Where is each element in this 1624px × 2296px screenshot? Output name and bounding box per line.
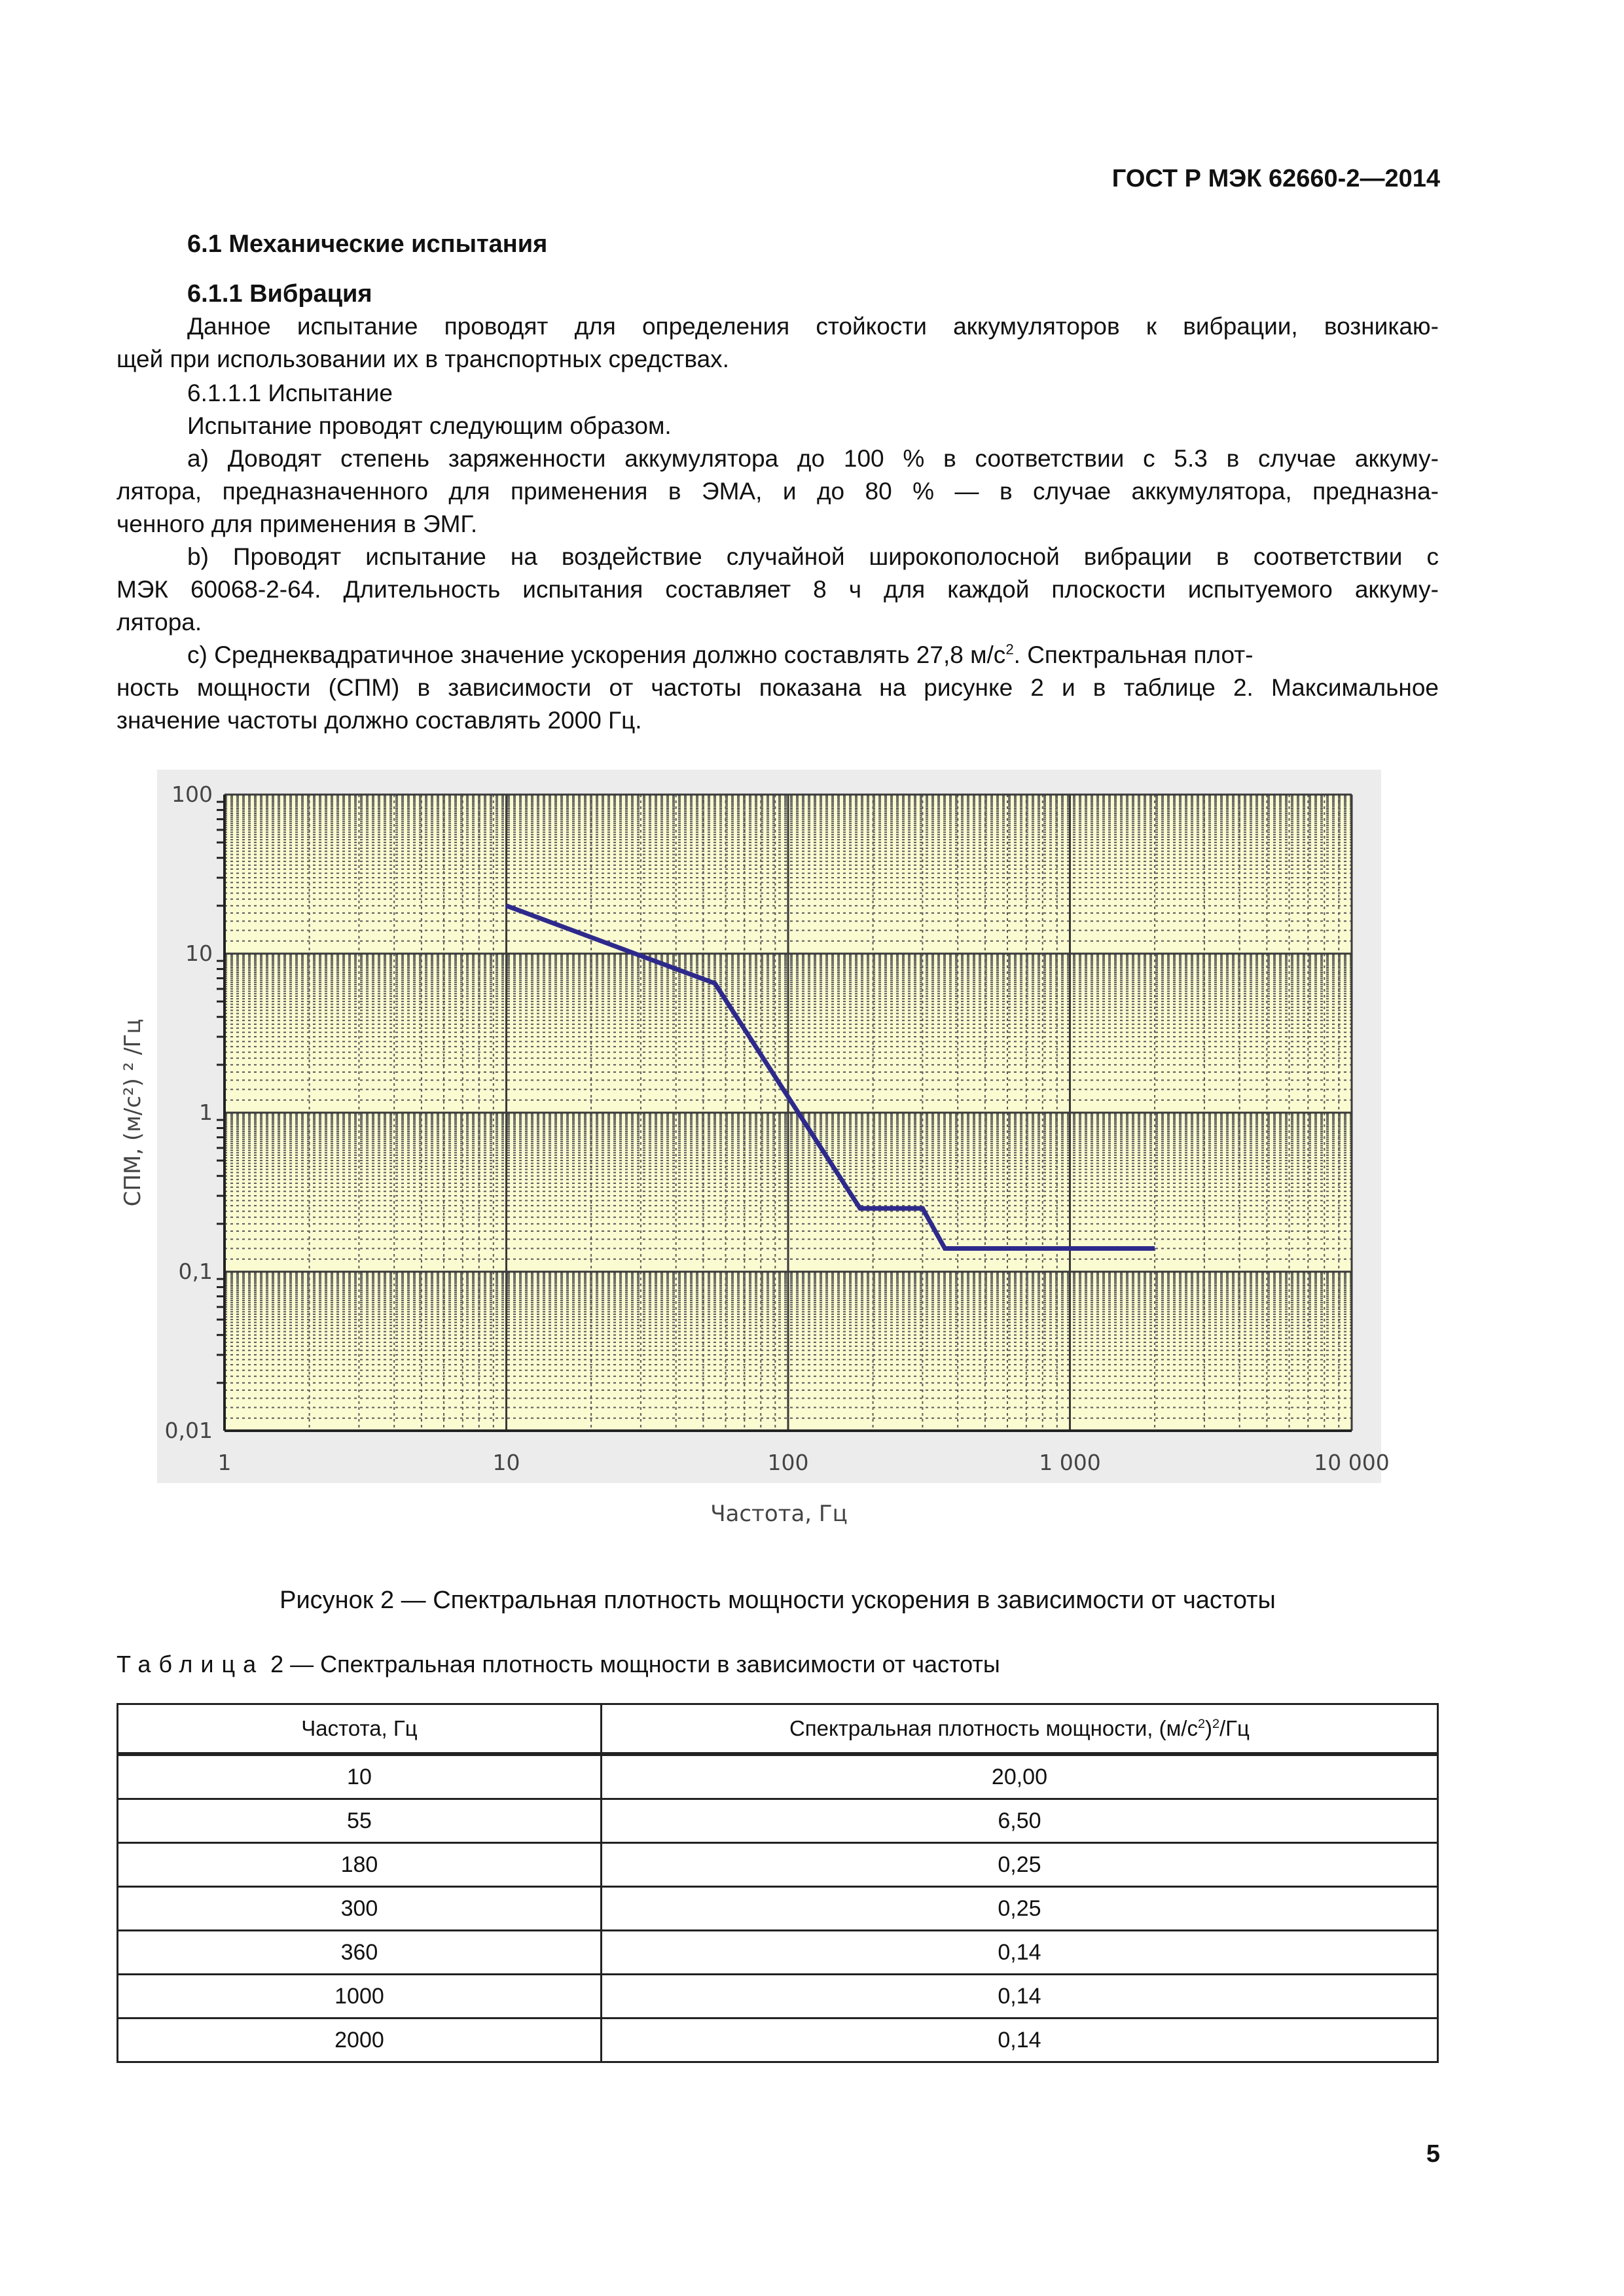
y-tick-label: 1 — [199, 1100, 213, 1125]
x-tick-label: 100 — [767, 1450, 809, 1475]
frequency-cell: 55 — [118, 1799, 602, 1843]
frequency-cell: 2000 — [118, 2018, 602, 2062]
figure-caption: Рисунок 2 — Спектральная плотность мощности ускорения в зависимости от частоты — [280, 1587, 1276, 1614]
subsection-title: 6.1.1 Вибрация — [187, 280, 372, 308]
intro-line-1: Данное испытание проводят для определения стойкости аккумуляторов к вибрации, возникаю- — [187, 313, 1439, 340]
item-b-line-1: b) Проводят испытание на воздействие случайной широкополосной вибрации в соответствии с — [187, 543, 1439, 570]
table-row — [118, 1799, 1438, 1843]
psd-chart-svg — [120, 770, 1390, 1527]
table-row — [118, 1975, 1438, 2018]
test-heading: 6.1.1.1 Испытание — [187, 380, 393, 406]
psd-cell: 20,00 — [601, 1754, 1437, 1799]
item-c-line-2: ность мощности (СПМ) в зависимости от частоты показана на рисунке 2 и в таблице 2. Максимальное — [117, 674, 1439, 701]
table-caption: Таблица 2 — Спектральная плотность мощности в зависимости от частоты — [117, 1651, 1000, 1677]
item-a-line-3: ченного для применения в ЭМГ. — [117, 511, 478, 537]
y-axis-label: СПМ, (м/с²) ² /Гц — [120, 1018, 146, 1207]
table-row — [118, 1931, 1438, 1975]
intro-line-2: щей при использовании их в транспортных средствах. — [117, 346, 729, 372]
psd-cell: 0,25 — [601, 1843, 1437, 1887]
col-psd-header: Спектральная плотность мощности, $(м/с^2)^2/Гц$ — [601, 1704, 1437, 1755]
table-row — [118, 2018, 1438, 2062]
standard-header: ГОСТ Р МЭК 62660-2—2014 — [1111, 165, 1440, 192]
item-b-line-3: лятора. — [117, 609, 202, 636]
x-tick-label: 1 — [217, 1450, 232, 1475]
x-tick-label: 10 000 — [1314, 1450, 1390, 1475]
item-c-line-1 — [187, 639, 1439, 672]
psd-table — [117, 1703, 1439, 2063]
section-title: 6.1 Механические испытания — [187, 230, 548, 258]
frequency-cell: 300 — [118, 1887, 602, 1931]
y-tick-label: 0,01 — [164, 1418, 213, 1443]
page-number: 5 — [1426, 2140, 1440, 2168]
item-c-line-1-text: с) Среднеквадратичное значение ускорения должно составлять 27,8 $м/с^2$. Спектральная плот- — [187, 641, 1254, 668]
psd-cell: 0,14 — [601, 1975, 1437, 2018]
x-axis-label: Частота, Гц — [710, 1501, 848, 1527]
item-a-line-2: лятора, предназначенного для применения в ЭМА, и до 80 % — в случае аккумулятора, предназна- — [117, 478, 1439, 505]
psd-cell: 0,25 — [601, 1887, 1437, 1931]
table-row — [118, 1754, 1438, 1799]
x-tick-label: 1 000 — [1039, 1450, 1101, 1475]
y-tick-label: 0,1 — [178, 1259, 213, 1284]
psd-chart — [120, 770, 1390, 1527]
psd-cell: 0,14 — [601, 2018, 1437, 2062]
item-a-line-1: а) Доводят степень заряженности аккумулятора до 100 % в соответствии с 5.3 в случае аккуму- — [187, 445, 1439, 472]
y-tick-label: 100 — [171, 781, 213, 807]
table-row — [118, 1843, 1438, 1887]
x-tick-label: 10 — [492, 1450, 520, 1475]
psd-cell: 6,50 — [601, 1799, 1437, 1843]
y-tick-label: 10 — [185, 941, 213, 966]
psd-cell: 0,14 — [601, 1931, 1437, 1975]
frequency-cell: 1000 — [118, 1975, 602, 2018]
frequency-cell: 360 — [118, 1931, 602, 1975]
table-header-row — [118, 1704, 1438, 1755]
test-intro: Испытание проводят следующим образом. — [187, 412, 672, 439]
item-b-line-2: МЭК 60068-2-64. Длительность испытания составляет 8 ч для каждой плоскости испытуемого аккуму- — [117, 576, 1439, 603]
col-frequency-header: Частота, Гц — [118, 1704, 602, 1755]
item-c-line-3: значение частоты должно составлять 2000 Гц. — [117, 707, 642, 734]
frequency-cell: 10 — [118, 1754, 602, 1799]
frequency-cell: 180 — [118, 1843, 602, 1887]
table-row — [118, 1887, 1438, 1931]
